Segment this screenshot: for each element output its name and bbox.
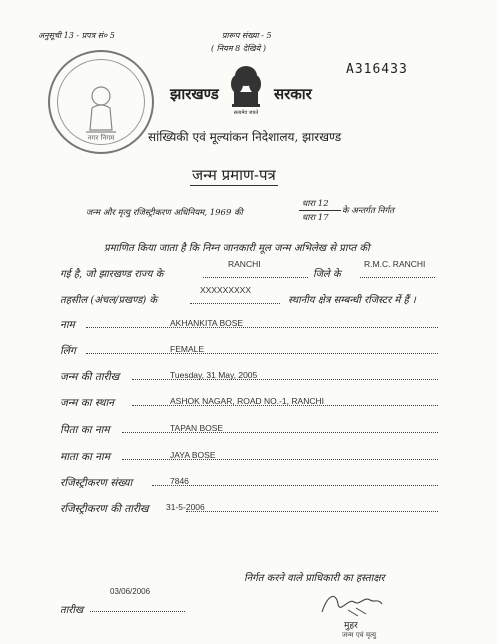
registration-number-value: 7846 bbox=[170, 476, 189, 486]
intro-line-3b: स्थानीय क्षेत्र सम्बन्धी रजिस्टर में हैं । bbox=[288, 295, 416, 306]
act-section-bottom: धारा 17 bbox=[302, 213, 329, 223]
gender-value: FEMALE bbox=[170, 344, 205, 354]
tehsil-value: XXXXXXXXX bbox=[200, 285, 252, 295]
district-line bbox=[203, 277, 308, 278]
certificate-title: जन्म प्रमाण-पत्र bbox=[192, 166, 276, 184]
intro-line-1: प्रमाणित किया जाता है कि निम्न जानकारी मूल जन्म अभिलेख से प्राप्त की bbox=[104, 243, 370, 254]
state-name-left: झारखण्ड bbox=[170, 85, 219, 103]
serial-number: A316433 bbox=[346, 62, 408, 77]
act-line-suffix: के अन्तर्गत निर्गत bbox=[342, 206, 395, 216]
state-name-right: सरकार bbox=[274, 85, 312, 103]
registration-number-label: रजिस्ट्रीकरण संख्या bbox=[60, 477, 133, 489]
intro-line-2b: जिले के bbox=[313, 269, 341, 280]
name-value: AKHANKITA BOSE bbox=[170, 318, 244, 328]
issue-date-line bbox=[90, 611, 185, 612]
form-number: प्रारूप संख्या - 5 bbox=[222, 31, 272, 40]
designation-text: जन्म एवं मृत्यु bbox=[342, 631, 377, 639]
act-section-top: धारा 12 bbox=[302, 199, 329, 209]
dob-value: Tuesday, 31 May, 2005 bbox=[170, 370, 258, 380]
intro-line-3a: तहसील (अंचल/प्रखण्ड) के bbox=[60, 295, 158, 306]
gender-label: लिंग bbox=[60, 345, 76, 357]
official-seal bbox=[48, 50, 154, 154]
seal-label: मुहर bbox=[344, 621, 358, 631]
issue-date-value: 03/06/2006 bbox=[110, 587, 151, 596]
issuing-authority-signature-label: निर्गत करने वाले प्राधिकारी का हस्ताक्षर bbox=[244, 573, 385, 584]
emblem-motto: सत्यमेव जयते bbox=[233, 110, 259, 116]
name-label: नाम bbox=[60, 319, 75, 331]
tehsil-line bbox=[190, 303, 280, 304]
birthplace-value: ASHOK NAGAR, ROAD NO.-1, RANCHI bbox=[170, 396, 324, 406]
birthplace-label: जन्म का स्थान bbox=[60, 397, 114, 409]
gender-line bbox=[86, 353, 438, 354]
act-line-text: जन्म और मृत्यु रजिस्ट्रीकरण अधिनियम, 1969 की bbox=[86, 208, 243, 218]
district-value: RANCHI bbox=[228, 259, 261, 269]
section-divider bbox=[299, 210, 341, 211]
registration-date-line bbox=[186, 511, 438, 512]
municipality-value: R.M.C. RANCHI bbox=[364, 259, 426, 269]
dob-label: जन्म की तारीख bbox=[60, 371, 120, 383]
issue-date-label: तारीख bbox=[60, 605, 84, 616]
intro-line-2a: गई है, जो झारखण्ड राज्य के bbox=[60, 269, 164, 280]
father-name-value: TAPAN BOSE bbox=[170, 423, 224, 433]
seal-text: नगर निगम bbox=[87, 134, 115, 142]
mother-name-value: JAYA BOSE bbox=[170, 450, 216, 460]
name-line bbox=[86, 327, 438, 328]
directorate-name: सांख्यिकी एवं मूल्यांकन निदेशालय, झारखण्ड bbox=[148, 130, 342, 144]
registration-date-label: रजिस्ट्रीकरण की तारीख bbox=[60, 503, 149, 515]
mother-name-label: माता का नाम bbox=[60, 451, 110, 463]
registration-number-line bbox=[152, 485, 438, 486]
authority-signature bbox=[318, 586, 388, 622]
registration-date-value: 31-5-2006 bbox=[166, 502, 205, 512]
schedule-reference: अनुसूची 13 - प्रपत्र सं० 5 bbox=[38, 31, 115, 40]
national-emblem-icon bbox=[226, 62, 266, 120]
father-name-label: पिता का नाम bbox=[60, 424, 110, 436]
rule-reference: ( नियम 8 देखिये ) bbox=[211, 44, 266, 53]
municipality-line bbox=[360, 277, 435, 278]
